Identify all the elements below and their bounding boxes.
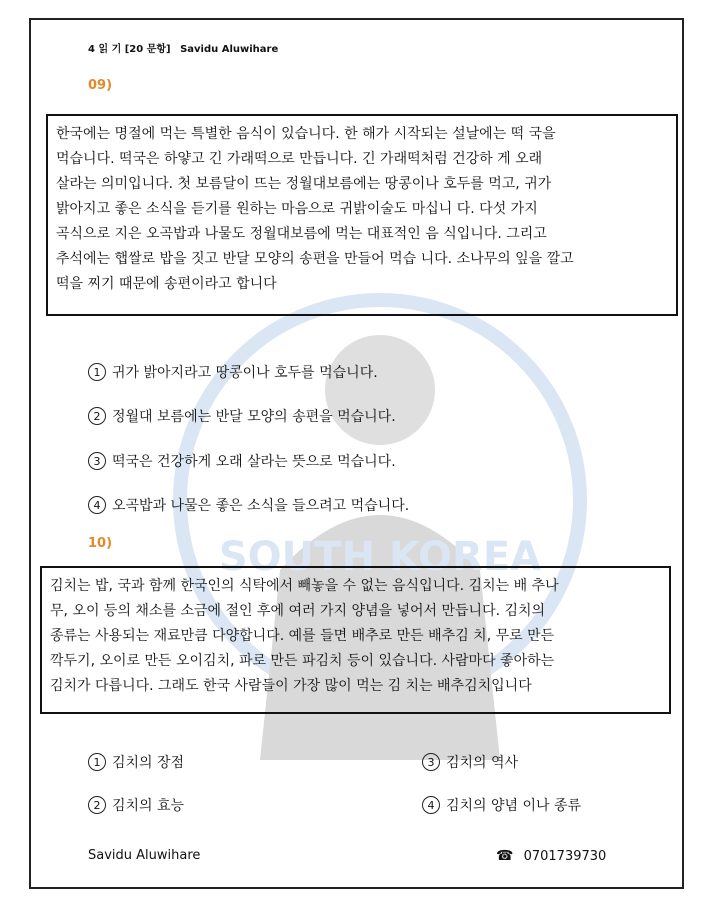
option-text: 김치의 역사	[446, 755, 519, 771]
q9-option-4[interactable]	[88, 495, 409, 515]
passage-line: 깍두기, 오이로 만든 오이김치, 파로 만든 파김치 등이 있습니다. 사람마다 좋아하는	[50, 653, 555, 669]
q9-option-2[interactable]	[88, 406, 396, 426]
option-number: 2	[88, 407, 106, 425]
option-number: 1	[88, 753, 106, 771]
option-text: 김치의 효능	[112, 798, 185, 814]
option-number: 4	[88, 496, 106, 514]
passage-line: 종류는 사용되는 재료만큼 다양합니다. 예를 들면 배추로 만든 배추김 치, 무로 만든	[50, 628, 555, 644]
passage-line: 떡을 찌기 때문에 송편이라고 합니다	[56, 276, 277, 292]
option-number: 2	[88, 796, 106, 814]
option-text: 정월대 보름에는 반달 모양의 송편을 먹습니다.	[112, 409, 396, 425]
option-text: 김치의 양념 이나 종류	[446, 798, 582, 814]
page-header	[88, 40, 284, 55]
question-10-number: 10)	[88, 536, 113, 551]
passage-line: 먹습니다. 떡국은 하얗고 긴 가래떡으로 만듭니다. 긴 가래떡처럼 건강하 게 오래	[56, 151, 543, 167]
telephone-icon: ☎	[496, 848, 514, 864]
passage-line: 추석에는 햅쌀로 밥을 짓고 반달 모양의 송편을 만들어 먹습 니다. 소나무의 잎을 깔고	[56, 251, 574, 267]
q10-option-3[interactable]	[422, 752, 518, 772]
phone-number: 0701739730	[523, 849, 607, 864]
q9-option-1[interactable]	[88, 362, 378, 382]
q9-option-3[interactable]	[88, 451, 396, 471]
watermark-text: SOUTH KOREA	[218, 534, 542, 580]
option-text: 오곡밥과 나물은 좋은 소식을 들으려고 먹습니다.	[112, 498, 410, 514]
header-author: Savidu Aluwihare	[180, 44, 279, 55]
passage-line: 밝아지고 좋은 소식을 듣기를 원하는 마음으로 귀밝이술도 마십니 다. 다섯 가지	[56, 201, 538, 217]
option-number: 4	[422, 796, 440, 814]
option-text: 귀가 밝아지라고 땅콩이나 호두를 먹습니다.	[112, 365, 378, 381]
passage-line: 살라는 의미입니다. 첫 보름달이 뜨는 정월대보름에는 땅콩이나 호두를 먹고, 귀가	[56, 176, 552, 192]
q10-option-1[interactable]	[88, 752, 184, 772]
question-9-number: 09)	[88, 78, 113, 93]
q10-option-4[interactable]	[422, 795, 581, 815]
q10-option-2[interactable]	[88, 795, 184, 815]
option-number: 3	[88, 452, 106, 470]
footer-phone	[496, 848, 606, 864]
option-number: 3	[422, 753, 440, 771]
footer-name: Savidu Aluwihare	[88, 848, 201, 863]
option-number: 1	[88, 363, 106, 381]
option-text: 떡국은 건강하게 오래 살라는 뜻으로 먹습니다.	[112, 454, 396, 470]
passage-line: 무, 오이 등의 채소를 소금에 절인 후에 여러 가지 양념을 넣어서 만듭니다. 김치의	[50, 603, 546, 619]
passage-line: 곡식으로 지은 오곡밥과 나물도 정월대보름에 먹는 대표적인 음 식입니다. 그리고	[56, 226, 547, 242]
passage-line: 한국에는 명절에 먹는 특별한 음식이 있습니다. 한 해가 시작되는 설날에는 떡 국을	[56, 126, 556, 142]
section-title: 4 읽 기 [20 문항]	[88, 44, 171, 55]
option-text: 김치의 장점	[112, 755, 185, 771]
passage-line: 김치는 밥, 국과 함께 한국인의 식탁에서 빼놓을 수 없는 음식입니다. 김치는 배 추나	[50, 578, 559, 594]
passage-line: 김치가 다릅니다. 그래도 한국 사람들이 가장 많이 먹는 김 치는 배추김치입니다	[50, 678, 532, 694]
question-9-passage	[46, 114, 678, 316]
question-10-passage	[40, 566, 671, 714]
